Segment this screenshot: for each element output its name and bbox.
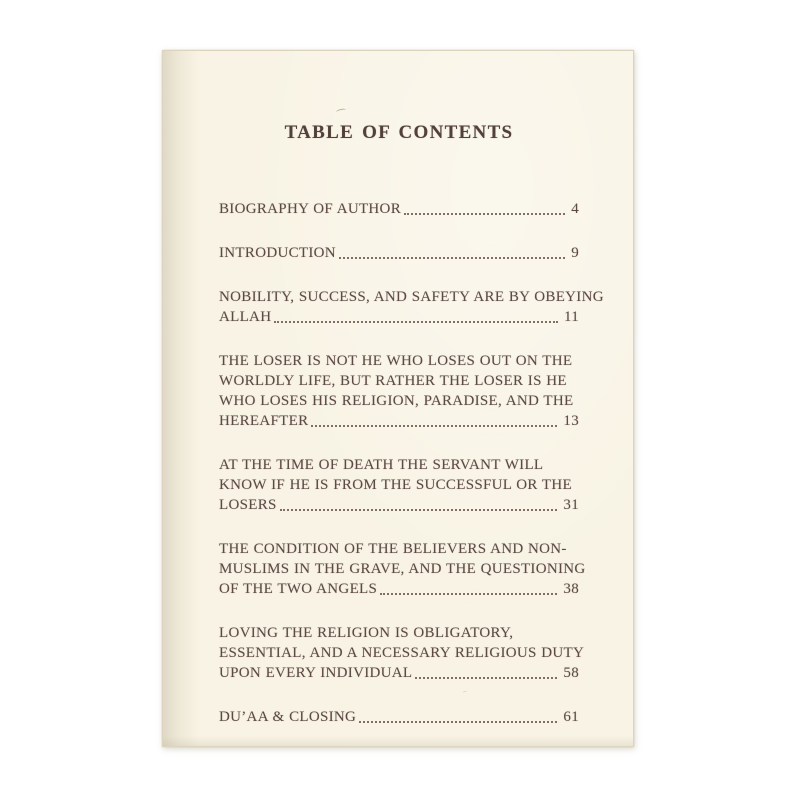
toc-entry-title: DU’AA & CLOSING	[219, 709, 357, 725]
dot-leader	[280, 509, 558, 511]
toc-entry-text-line: KNOW IF HE IS FROM THE SUCCESSFUL OR THE	[219, 477, 572, 493]
toc-entry-text-line: NOBILITY, SUCCESS, AND SAFETY ARE BY OBEYING	[219, 289, 604, 305]
toc-entry	[219, 539, 586, 599]
toc-entry-text-line: THE CONDITION OF THE BELIEVERS AND NON-	[219, 541, 567, 557]
dot-leader	[274, 321, 558, 323]
toc-entry-last-line	[219, 243, 579, 263]
dot-leader	[380, 593, 557, 595]
toc-entry-title: LOSERS	[219, 497, 277, 513]
toc-entry-last-line	[219, 579, 579, 599]
toc-entry-last-line	[219, 495, 579, 515]
toc-entry-text-line: WHO LOSES HIS RELIGION, PARADISE, AND THE	[219, 393, 574, 409]
toc-entry	[219, 199, 579, 219]
dot-leader	[311, 425, 557, 427]
toc-entry-last-line	[219, 199, 579, 219]
toc-entry-last-line	[219, 307, 579, 327]
toc-entry-text-line: ESSENTIAL, AND A NECESSARY RELIGIOUS DUTY	[219, 645, 585, 661]
dot-leader	[404, 213, 565, 215]
toc-entry-last-line	[219, 707, 579, 727]
dot-leader	[415, 677, 557, 679]
toc-page-number: 31	[563, 497, 579, 513]
toc-page-number: 9	[571, 245, 579, 261]
toc-entry	[219, 351, 579, 431]
toc-entry-last-line	[219, 411, 579, 431]
toc-entry-title: INTRODUCTION	[219, 245, 336, 261]
toc-entry-title: OF THE TWO ANGELS	[219, 581, 378, 597]
toc-entry-text-line: WORLDLY LIFE, BUT RATHER THE LOSER IS HE	[219, 373, 567, 389]
toc-entry-text-line: MUSLIMS IN THE GRAVE, AND THE QUESTIONING	[219, 561, 586, 577]
toc-entry	[219, 455, 579, 515]
page-title: TABLE OF CONTENTS	[284, 122, 514, 143]
toc-entry	[219, 243, 579, 263]
toc-page-number: 11	[563, 309, 579, 325]
toc-entry-title: BIOGRAPHY OF AUTHOR	[219, 201, 401, 217]
toc-entry-text-line: LOVING THE RELIGION IS OBLIGATORY,	[219, 625, 514, 641]
toc-entry-title: UPON EVERY INDIVIDUAL	[219, 665, 413, 681]
paper-speck	[336, 108, 347, 114]
toc-page-number: 4	[571, 201, 579, 217]
toc-page-number: 58	[563, 665, 579, 681]
toc-entries	[219, 199, 604, 727]
toc-entry-text-line: AT THE TIME OF DEATH THE SERVANT WILL	[219, 457, 544, 473]
toc-entry	[219, 623, 585, 683]
dot-leader	[339, 257, 565, 259]
toc-entry-text-line: THE LOSER IS NOT HE WHO LOSES OUT ON THE	[219, 353, 573, 369]
toc-page-number: 13	[563, 413, 579, 429]
toc-entry-title: HEREAFTER	[219, 413, 309, 429]
book-page	[162, 50, 634, 747]
toc-entry-last-line	[219, 663, 579, 683]
toc-page-number: 61	[563, 709, 579, 725]
toc-entry	[219, 707, 579, 727]
toc-entry-title: ALLAH	[219, 309, 272, 325]
dot-leader	[359, 721, 557, 723]
toc-page-number: 38	[563, 581, 579, 597]
toc-entry	[219, 287, 604, 327]
